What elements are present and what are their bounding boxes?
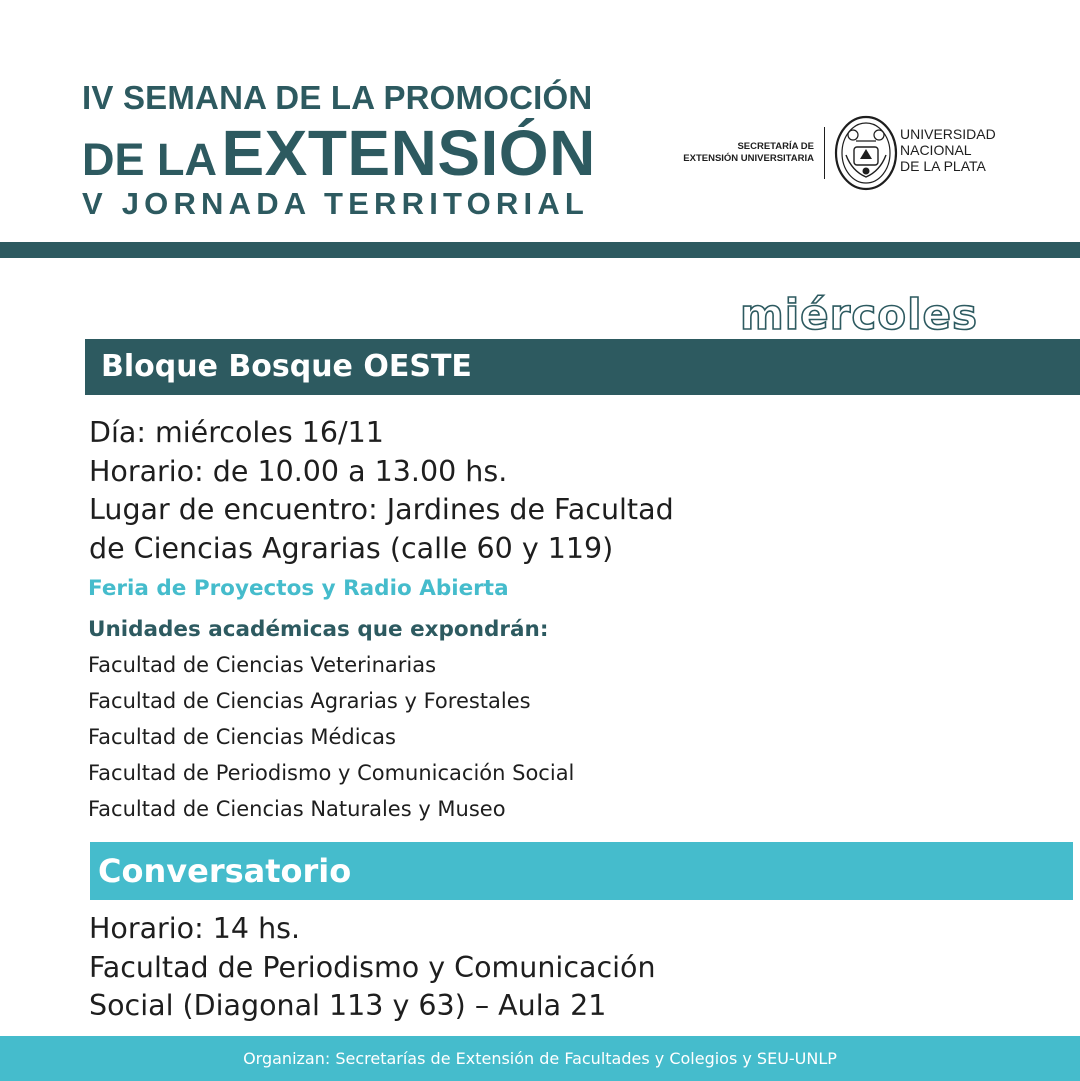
university-line-3: DE LA PLATA: [900, 158, 986, 174]
footer-text: Organizan: Secretarías de Extensión de Facultades y Colegios y SEU-UNLP: [243, 1049, 837, 1068]
block1-time: Horario: de 10.00 a 13.00 hs.: [89, 454, 508, 488]
university-line-1: UNIVERSIDAD: [900, 126, 996, 142]
block1-highlight: Feria de Proyectos y Radio Abierta: [88, 576, 509, 601]
unit-item: Facultad de Ciencias Agrarias y Forestales: [88, 689, 531, 713]
block1-title: Bloque Bosque OESTE: [101, 349, 472, 384]
header-divider: [0, 242, 1080, 258]
secretaria-line-2: EXTENSIÓN UNIVERSITARIA: [683, 153, 814, 164]
block1-place-line-1: Lugar de encuentro: Jardines de Facultad: [89, 493, 674, 526]
block1-units-title: Unidades académicas que expondrán:: [88, 617, 549, 642]
title-line-2: [82, 117, 602, 189]
block2-title-bar: [90, 842, 1073, 900]
block2-place-line-2: Social (Diagonal 113 y 63) – Aula 21: [89, 989, 607, 1022]
university-name: [900, 126, 996, 174]
block1-date: Día: miércoles 16/11: [89, 416, 384, 449]
title-line-1: IV SEMANA DE LA PROMOCIÓN: [82, 79, 593, 116]
unlp-seal-icon: [834, 115, 898, 191]
unit-item: Facultad de Ciencias Veterinarias: [88, 653, 437, 677]
block1-title-bar: [85, 339, 1080, 395]
block1-info: [89, 414, 674, 568]
unit-item: Facultad de Ciencias Médicas: [88, 725, 396, 749]
block2-place-line-1: Facultad de Periodismo y Comunicación: [89, 950, 656, 984]
university-line-2: NACIONAL: [900, 142, 972, 158]
units-list: [88, 647, 574, 827]
block2-title: Conversatorio: [98, 852, 352, 890]
university-logo: [668, 113, 1068, 193]
block2-info: [89, 910, 656, 1026]
footer-bar: [0, 1036, 1080, 1081]
unit-item: Facultad de Periodismo y Comunicación Social: [88, 761, 575, 785]
logo-separator: [824, 127, 825, 179]
secretaria-line-1: SECRETARÍA DE: [737, 141, 814, 152]
unit-item: Facultad de Ciencias Naturales y Museo: [88, 797, 506, 821]
block2-time: Horario: 14 hs.: [89, 912, 301, 945]
event-title: [82, 76, 602, 222]
day-tag: miércoles: [740, 290, 978, 339]
block1-place-line-2: de Ciencias Agrarias (calle 60 y 119): [89, 531, 614, 565]
title-line-3: V JORNADA TERRITORIAL: [82, 186, 590, 221]
title-line-2-big: EXTENSIÓN: [221, 117, 596, 189]
secretaria-label: [683, 141, 814, 165]
title-line-2-small: DE LA: [82, 134, 217, 185]
